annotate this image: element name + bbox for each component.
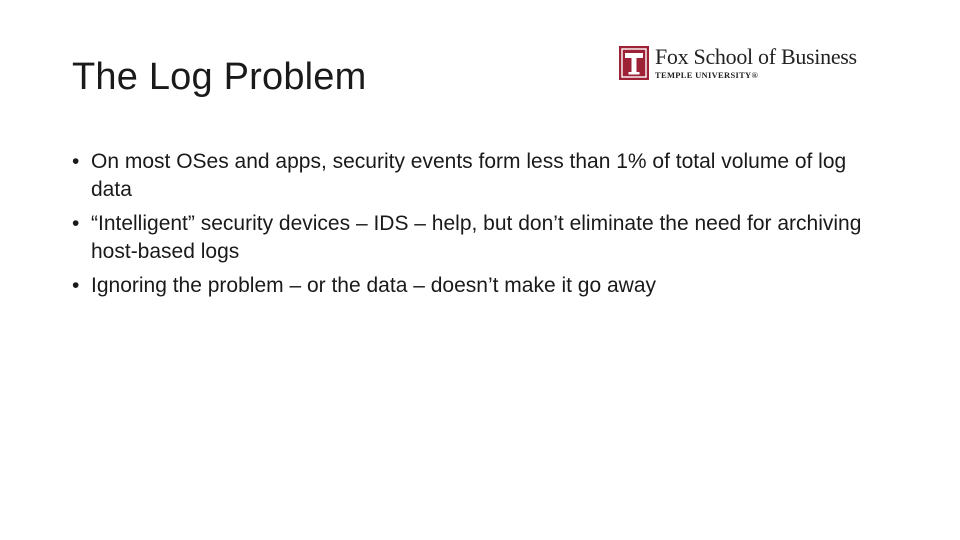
logo-university-name: TEMPLE UNIVERSITY®: [655, 70, 759, 81]
logo-school-name: Fox School of Business: [655, 44, 857, 70]
temple-t-logo-icon: [619, 46, 649, 80]
bullet-item: [72, 148, 872, 204]
bullet-dot: •: [72, 212, 80, 235]
bullet-item: [72, 272, 872, 300]
bullet-dot: •: [72, 274, 80, 297]
bullet-text: On most OSes and apps, security events form less than 1% of total volume of log data: [91, 150, 847, 201]
bullet-item: [72, 210, 872, 266]
logo-text: [655, 46, 857, 80]
bullet-text: Ignoring the problem – or the data – doesn’t make it go away: [91, 274, 657, 297]
bullet-dot: •: [72, 150, 80, 173]
slide-title: The Log Problem: [72, 56, 367, 98]
fox-school-logo: [619, 44, 857, 82]
bullet-list: [72, 148, 872, 306]
bullet-text: “Intelligent” security devices – IDS – help, but don’t eliminate the need for archiving host-based logs: [91, 212, 862, 263]
